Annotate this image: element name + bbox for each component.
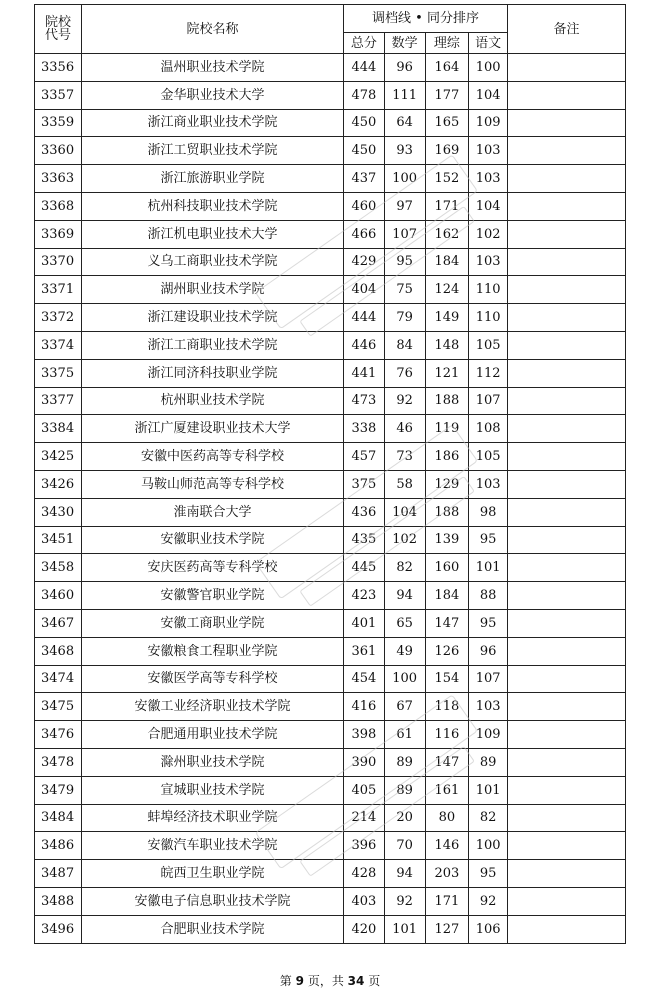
total-score-cell: 423 [344,582,385,610]
school-code-cell: 3425 [35,443,82,471]
math-score-cell: 76 [384,359,425,387]
chinese-score-cell: 89 [469,748,508,776]
science-score-cell: 161 [425,776,469,804]
chinese-score-cell: 110 [469,276,508,304]
table-row [35,887,626,915]
total-score-cell: 436 [344,498,385,526]
total-score-cell: 420 [344,915,385,943]
table-row [35,109,626,137]
header-note: 备注 [507,5,625,54]
total-score-cell: 403 [344,887,385,915]
school-code-cell: 3426 [35,470,82,498]
footer-page-number: 9 [295,974,304,988]
table-row [35,54,626,82]
school-code-cell: 3363 [35,165,82,193]
school-name-cell: 淮南联合大学 [81,498,343,526]
note-cell [507,832,625,860]
note-cell [507,582,625,610]
math-score-cell: 49 [384,637,425,665]
chinese-score-cell: 100 [469,832,508,860]
note-cell [507,609,625,637]
total-score-cell: 428 [344,860,385,888]
math-score-cell: 92 [384,887,425,915]
school-code-cell: 3496 [35,915,82,943]
math-score-cell: 84 [384,331,425,359]
note-cell [507,387,625,415]
school-code-cell: 3478 [35,748,82,776]
chinese-score-cell: 109 [469,721,508,749]
school-name-cell: 浙江建设职业技术学院 [81,304,343,332]
header-total: 总分 [344,33,385,54]
school-name-cell: 湖州职业技术学院 [81,276,343,304]
chinese-score-cell: 109 [469,109,508,137]
chinese-score-cell: 96 [469,637,508,665]
school-name-cell: 合肥通用职业技术学院 [81,721,343,749]
math-score-cell: 94 [384,860,425,888]
total-score-cell: 446 [344,331,385,359]
math-score-cell: 58 [384,470,425,498]
note-cell [507,443,625,471]
table-row [35,915,626,943]
header-score-group: 调档线 • 同分排序 [344,5,508,33]
school-code-cell: 3458 [35,554,82,582]
table-row [35,776,626,804]
table-row [35,665,626,693]
school-name-cell: 宣城职业技术学院 [81,776,343,804]
school-name-cell: 皖西卫生职业学院 [81,860,343,888]
table-row [35,860,626,888]
school-name-cell: 浙江旅游职业学院 [81,165,343,193]
table-row [35,748,626,776]
total-score-cell: 450 [344,137,385,165]
science-score-cell: 203 [425,860,469,888]
school-code-cell: 3476 [35,721,82,749]
chinese-score-cell: 103 [469,165,508,193]
school-code-cell: 3486 [35,832,82,860]
science-score-cell: 165 [425,109,469,137]
total-score-cell: 473 [344,387,385,415]
total-score-cell: 450 [344,109,385,137]
math-score-cell: 65 [384,609,425,637]
school-code-cell: 3488 [35,887,82,915]
math-score-cell: 67 [384,693,425,721]
math-score-cell: 92 [384,387,425,415]
math-score-cell: 93 [384,137,425,165]
math-score-cell: 79 [384,304,425,332]
note-cell [507,915,625,943]
note-cell [507,860,625,888]
science-score-cell: 188 [425,498,469,526]
footer-suffix: 页 [368,974,381,988]
chinese-score-cell: 100 [469,54,508,82]
science-score-cell: 127 [425,915,469,943]
science-score-cell: 80 [425,804,469,832]
chinese-score-cell: 104 [469,81,508,109]
math-score-cell: 73 [384,443,425,471]
school-code-cell: 3356 [35,54,82,82]
total-score-cell: 338 [344,415,385,443]
school-name-cell: 安徽医学高等专科学校 [81,665,343,693]
total-score-cell: 437 [344,165,385,193]
math-score-cell: 82 [384,554,425,582]
footer-mid: 页，共 [307,974,344,988]
table-row [35,331,626,359]
science-score-cell: 162 [425,220,469,248]
school-name-cell: 杭州科技职业技术学院 [81,192,343,220]
school-code-cell: 3430 [35,498,82,526]
school-code-cell: 3369 [35,220,82,248]
table-row [35,526,626,554]
table-row [35,248,626,276]
science-score-cell: 116 [425,721,469,749]
school-name-cell: 安徽粮食工程职业学院 [81,637,343,665]
note-cell [507,415,625,443]
note-cell [507,776,625,804]
math-score-cell: 64 [384,109,425,137]
chinese-score-cell: 105 [469,443,508,471]
school-code-cell: 3368 [35,192,82,220]
math-score-cell: 89 [384,748,425,776]
school-code-cell: 3370 [35,248,82,276]
total-score-cell: 404 [344,276,385,304]
table-row [35,220,626,248]
total-score-cell: 457 [344,443,385,471]
table-row [35,609,626,637]
science-score-cell: 152 [425,165,469,193]
science-score-cell: 184 [425,582,469,610]
table-row [35,554,626,582]
note-cell [507,526,625,554]
total-score-cell: 454 [344,665,385,693]
school-code-cell: 3487 [35,860,82,888]
math-score-cell: 46 [384,415,425,443]
science-score-cell: 188 [425,387,469,415]
table-row [35,721,626,749]
total-score-cell: 435 [344,526,385,554]
note-cell [507,192,625,220]
total-score-cell: 401 [344,609,385,637]
math-score-cell: 75 [384,276,425,304]
total-score-cell: 405 [344,776,385,804]
science-score-cell: 126 [425,637,469,665]
chinese-score-cell: 82 [469,804,508,832]
total-score-cell: 214 [344,804,385,832]
science-score-cell: 171 [425,887,469,915]
chinese-score-cell: 107 [469,387,508,415]
header-school-name: 院校名称 [81,5,343,54]
note-cell [507,359,625,387]
chinese-score-cell: 103 [469,470,508,498]
total-score-cell: 444 [344,304,385,332]
school-code-cell: 3357 [35,81,82,109]
school-name-cell: 义乌工商职业技术学院 [81,248,343,276]
note-cell [507,54,625,82]
school-code-cell: 3479 [35,776,82,804]
chinese-score-cell: 107 [469,665,508,693]
table-row [35,192,626,220]
school-code-cell: 3372 [35,304,82,332]
school-code-cell: 3374 [35,331,82,359]
science-score-cell: 169 [425,137,469,165]
school-name-cell: 安徽工业经济职业技术学院 [81,693,343,721]
table-row [35,498,626,526]
school-code-cell: 3360 [35,137,82,165]
note-cell [507,748,625,776]
school-name-cell: 安庆医药高等专科学校 [81,554,343,582]
school-code-cell: 3377 [35,387,82,415]
chinese-score-cell: 88 [469,582,508,610]
science-score-cell: 129 [425,470,469,498]
note-cell [507,665,625,693]
math-score-cell: 89 [384,776,425,804]
science-score-cell: 149 [425,304,469,332]
school-code-cell: 3451 [35,526,82,554]
note-cell [507,220,625,248]
note-cell [507,304,625,332]
math-score-cell: 104 [384,498,425,526]
table-row [35,693,626,721]
table-row [35,832,626,860]
science-score-cell: 177 [425,81,469,109]
chinese-score-cell: 98 [469,498,508,526]
school-code-cell: 3384 [35,415,82,443]
chinese-score-cell: 105 [469,331,508,359]
math-score-cell: 61 [384,721,425,749]
chinese-score-cell: 106 [469,915,508,943]
total-score-cell: 441 [344,359,385,387]
footer-prefix: 第 [279,974,292,988]
table-row [35,81,626,109]
total-score-cell: 416 [344,693,385,721]
school-name-cell: 合肥职业技术学院 [81,915,343,943]
table-row [35,443,626,471]
header-code-line2: 代号 [44,28,71,43]
note-cell [507,470,625,498]
school-name-cell: 杭州职业技术学院 [81,387,343,415]
note-cell [507,693,625,721]
science-score-cell: 148 [425,331,469,359]
header-science: 理综 [425,33,469,54]
math-score-cell: 101 [384,915,425,943]
science-score-cell: 147 [425,609,469,637]
science-score-cell: 139 [425,526,469,554]
math-score-cell: 70 [384,832,425,860]
table-row [35,582,626,610]
total-score-cell: 396 [344,832,385,860]
header-chinese: 语文 [469,33,508,54]
math-score-cell: 94 [384,582,425,610]
chinese-score-cell: 103 [469,693,508,721]
math-score-cell: 20 [384,804,425,832]
chinese-score-cell: 103 [469,248,508,276]
table-row [35,276,626,304]
table-row [35,387,626,415]
chinese-score-cell: 108 [469,415,508,443]
school-code-cell: 3484 [35,804,82,832]
school-code-cell: 3359 [35,109,82,137]
note-cell [507,276,625,304]
note-cell [507,804,625,832]
math-score-cell: 111 [384,81,425,109]
school-name-cell: 温州职业技术学院 [81,54,343,82]
school-name-cell: 安徽电子信息职业技术学院 [81,887,343,915]
note-cell [507,498,625,526]
table-row [35,359,626,387]
school-name-cell: 金华职业技术大学 [81,81,343,109]
table-row [35,637,626,665]
school-code-cell: 3371 [35,276,82,304]
chinese-score-cell: 101 [469,776,508,804]
chinese-score-cell: 92 [469,887,508,915]
school-code-cell: 3460 [35,582,82,610]
total-score-cell: 375 [344,470,385,498]
school-code-cell: 3468 [35,637,82,665]
science-score-cell: 171 [425,192,469,220]
math-score-cell: 107 [384,220,425,248]
total-score-cell: 429 [344,248,385,276]
total-score-cell: 466 [344,220,385,248]
school-name-cell: 浙江工商职业技术学院 [81,331,343,359]
science-score-cell: 118 [425,693,469,721]
science-score-cell: 119 [425,415,469,443]
science-score-cell: 184 [425,248,469,276]
school-code-cell: 3375 [35,359,82,387]
math-score-cell: 96 [384,54,425,82]
total-score-cell: 390 [344,748,385,776]
school-name-cell: 浙江广厦建设职业技术大学 [81,415,343,443]
chinese-score-cell: 110 [469,304,508,332]
school-name-cell: 安徽汽车职业技术学院 [81,832,343,860]
school-name-cell: 浙江同济科技职业学院 [81,359,343,387]
science-score-cell: 154 [425,665,469,693]
school-name-cell: 安徽中医药高等专科学校 [81,443,343,471]
school-name-cell: 浙江工贸职业技术学院 [81,137,343,165]
math-score-cell: 95 [384,248,425,276]
note-cell [507,248,625,276]
school-name-cell: 浙江机电职业技术大学 [81,220,343,248]
school-code-cell: 3474 [35,665,82,693]
table-row [35,165,626,193]
school-name-cell: 安徽工商职业学院 [81,609,343,637]
table-row [35,304,626,332]
note-cell [507,165,625,193]
header-code-line1: 院校 [44,15,71,30]
school-name-cell: 马鞍山师范高等专科学校 [81,470,343,498]
total-score-cell: 460 [344,192,385,220]
math-score-cell: 97 [384,192,425,220]
note-cell [507,554,625,582]
school-name-cell: 蚌埠经济技术职业学院 [81,804,343,832]
note-cell [507,331,625,359]
note-cell [507,637,625,665]
chinese-score-cell: 102 [469,220,508,248]
total-score-cell: 361 [344,637,385,665]
admission-score-table [34,4,626,944]
total-score-cell: 444 [344,54,385,82]
table-body [35,54,626,944]
science-score-cell: 124 [425,276,469,304]
header-school-code [35,5,82,54]
science-score-cell: 160 [425,554,469,582]
chinese-score-cell: 95 [469,860,508,888]
school-code-cell: 3467 [35,609,82,637]
table-row [35,415,626,443]
table-row [35,470,626,498]
science-score-cell: 186 [425,443,469,471]
chinese-score-cell: 103 [469,137,508,165]
chinese-score-cell: 95 [469,526,508,554]
chinese-score-cell: 104 [469,192,508,220]
chinese-score-cell: 112 [469,359,508,387]
school-name-cell: 浙江商业职业技术学院 [81,109,343,137]
total-score-cell: 478 [344,81,385,109]
total-score-cell: 445 [344,554,385,582]
note-cell [507,81,625,109]
science-score-cell: 147 [425,748,469,776]
chinese-score-cell: 101 [469,554,508,582]
school-name-cell: 滁州职业技术学院 [81,748,343,776]
science-score-cell: 146 [425,832,469,860]
science-score-cell: 164 [425,54,469,82]
note-cell [507,109,625,137]
math-score-cell: 100 [384,665,425,693]
school-name-cell: 安徽职业技术学院 [81,526,343,554]
footer-total-pages: 34 [347,974,365,988]
table-row [35,804,626,832]
school-name-cell: 安徽警官职业学院 [81,582,343,610]
math-score-cell: 100 [384,165,425,193]
note-cell [507,721,625,749]
total-score-cell: 398 [344,721,385,749]
school-code-cell: 3475 [35,693,82,721]
chinese-score-cell: 95 [469,609,508,637]
table-header-row [35,5,626,33]
table-row [35,137,626,165]
math-score-cell: 102 [384,526,425,554]
note-cell [507,137,625,165]
note-cell [507,887,625,915]
page-footer [0,972,660,989]
science-score-cell: 121 [425,359,469,387]
header-math: 数学 [384,33,425,54]
